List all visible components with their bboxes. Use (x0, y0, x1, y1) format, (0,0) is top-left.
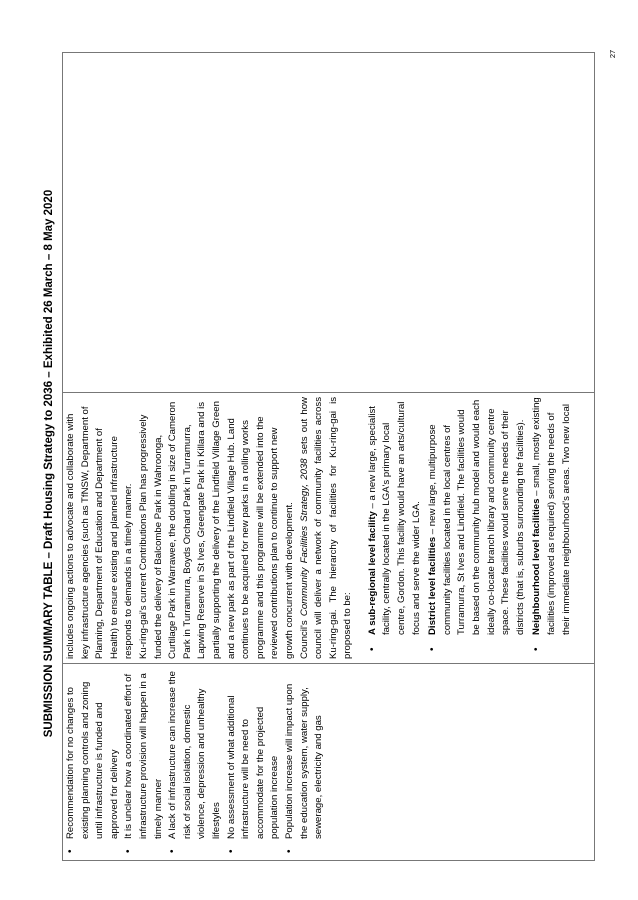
facility-description: – a new large, specialist facility, centrally located in the LGA's primary local centre, Gordon. This facility would have an arts/cultural focus and serve the wider LGA. (366, 401, 422, 635)
issues-list (64, 668, 327, 856)
response-paragraph-2: Ku-ring-gai's current Contributions Plan has progressively funded the delivery of Balcombe Park in Wahroonga, Curtilage Park in Warrawee, the doubling in size of Cameron Park in Turramurra, Boyds Orchard Park in Turramurra, Lapwing Reserve in St Ives, Greengate Park in Killara and is partially supporting the delivery of the Lindfield Village Green and a new park as part of the Lindfield Village Hub. Land continues to be acquired for new parks in a rolling works programme and this programme will be extended into the reviewed contributions plan to continue to support new growth concurrent with development. (137, 401, 295, 659)
facility-item (366, 397, 424, 635)
issue-item: • Recommendation for no changes to existing planning controls and zoning until infrastructure is funded and approved for delivery (64, 668, 122, 839)
response-paragraph-3-end: sets out how council will deliver a network of community facilities across Ku-ring-gai. The hierarchy of facilities for Ku-ring-gai is proposed to be: (298, 397, 354, 659)
facility-description: – new large, multipurpose community facilities located in the local centres of Turramurra, St Ives and Lindfield. The facilities would be based on the community hub model and would each ideally co-locate branch library and community centre space. These facilities would serve the needs of their districts (that is, suburbs surrounding the facilities). (427, 399, 526, 635)
issue-item: • No assessment of what additional infrastructure will be need to accommodate for the projected population increase (225, 668, 283, 839)
facility-item (426, 397, 528, 635)
issue-item: • A lack of infrastructure can increase the risk of social isolation, domestic violence, depression and unhealthy lifestyles (166, 668, 224, 839)
issues-cell (63, 663, 594, 860)
response-paragraph-1: includes ongoing actions to advocate and collaborate with key infrastructure agencies (such as TfNSW, Department of Planning, Department of Education and Department of Health) to ensure existing and planned infrastructure responds to demands in a timely manner. (65, 406, 135, 659)
strategy-title: Community Facilities Strategy, 2038 (298, 458, 310, 617)
facility-term: Neighbourhood level facilities (531, 498, 543, 635)
response-paragraph-3-start: Council's (298, 616, 310, 659)
facility-item (530, 397, 574, 635)
issue-item: • It is unclear how a coordinated effort of infrastructure provision will happen in a timely manner (122, 668, 166, 839)
facility-term: A sub-regional level facility (366, 511, 378, 635)
landscape-content (37, 38, 597, 889)
response-cell (63, 392, 594, 663)
facility-description: – small, mostly existing facilities (improved as required) serving the needs of their immediate neighbourhood's areas. Two new local (531, 397, 572, 635)
spacer (356, 397, 366, 659)
facility-term: District level facilities (427, 536, 439, 635)
page-title: SUBMISSION SUMMARY TABLE – Draft Housing Strategy to 2036 – Exhibited 26 March – 8 May 2020 (43, 189, 55, 738)
empty-cell (63, 53, 594, 392)
response-paragraph-3 (298, 397, 356, 659)
page-number: 27 (608, 49, 617, 59)
issue-item: • Population increase will impact upon the education system, water supply, sewerage, electricity and gas (283, 668, 327, 839)
submission-summary-table (62, 52, 595, 861)
facility-hierarchy-list (366, 397, 574, 659)
